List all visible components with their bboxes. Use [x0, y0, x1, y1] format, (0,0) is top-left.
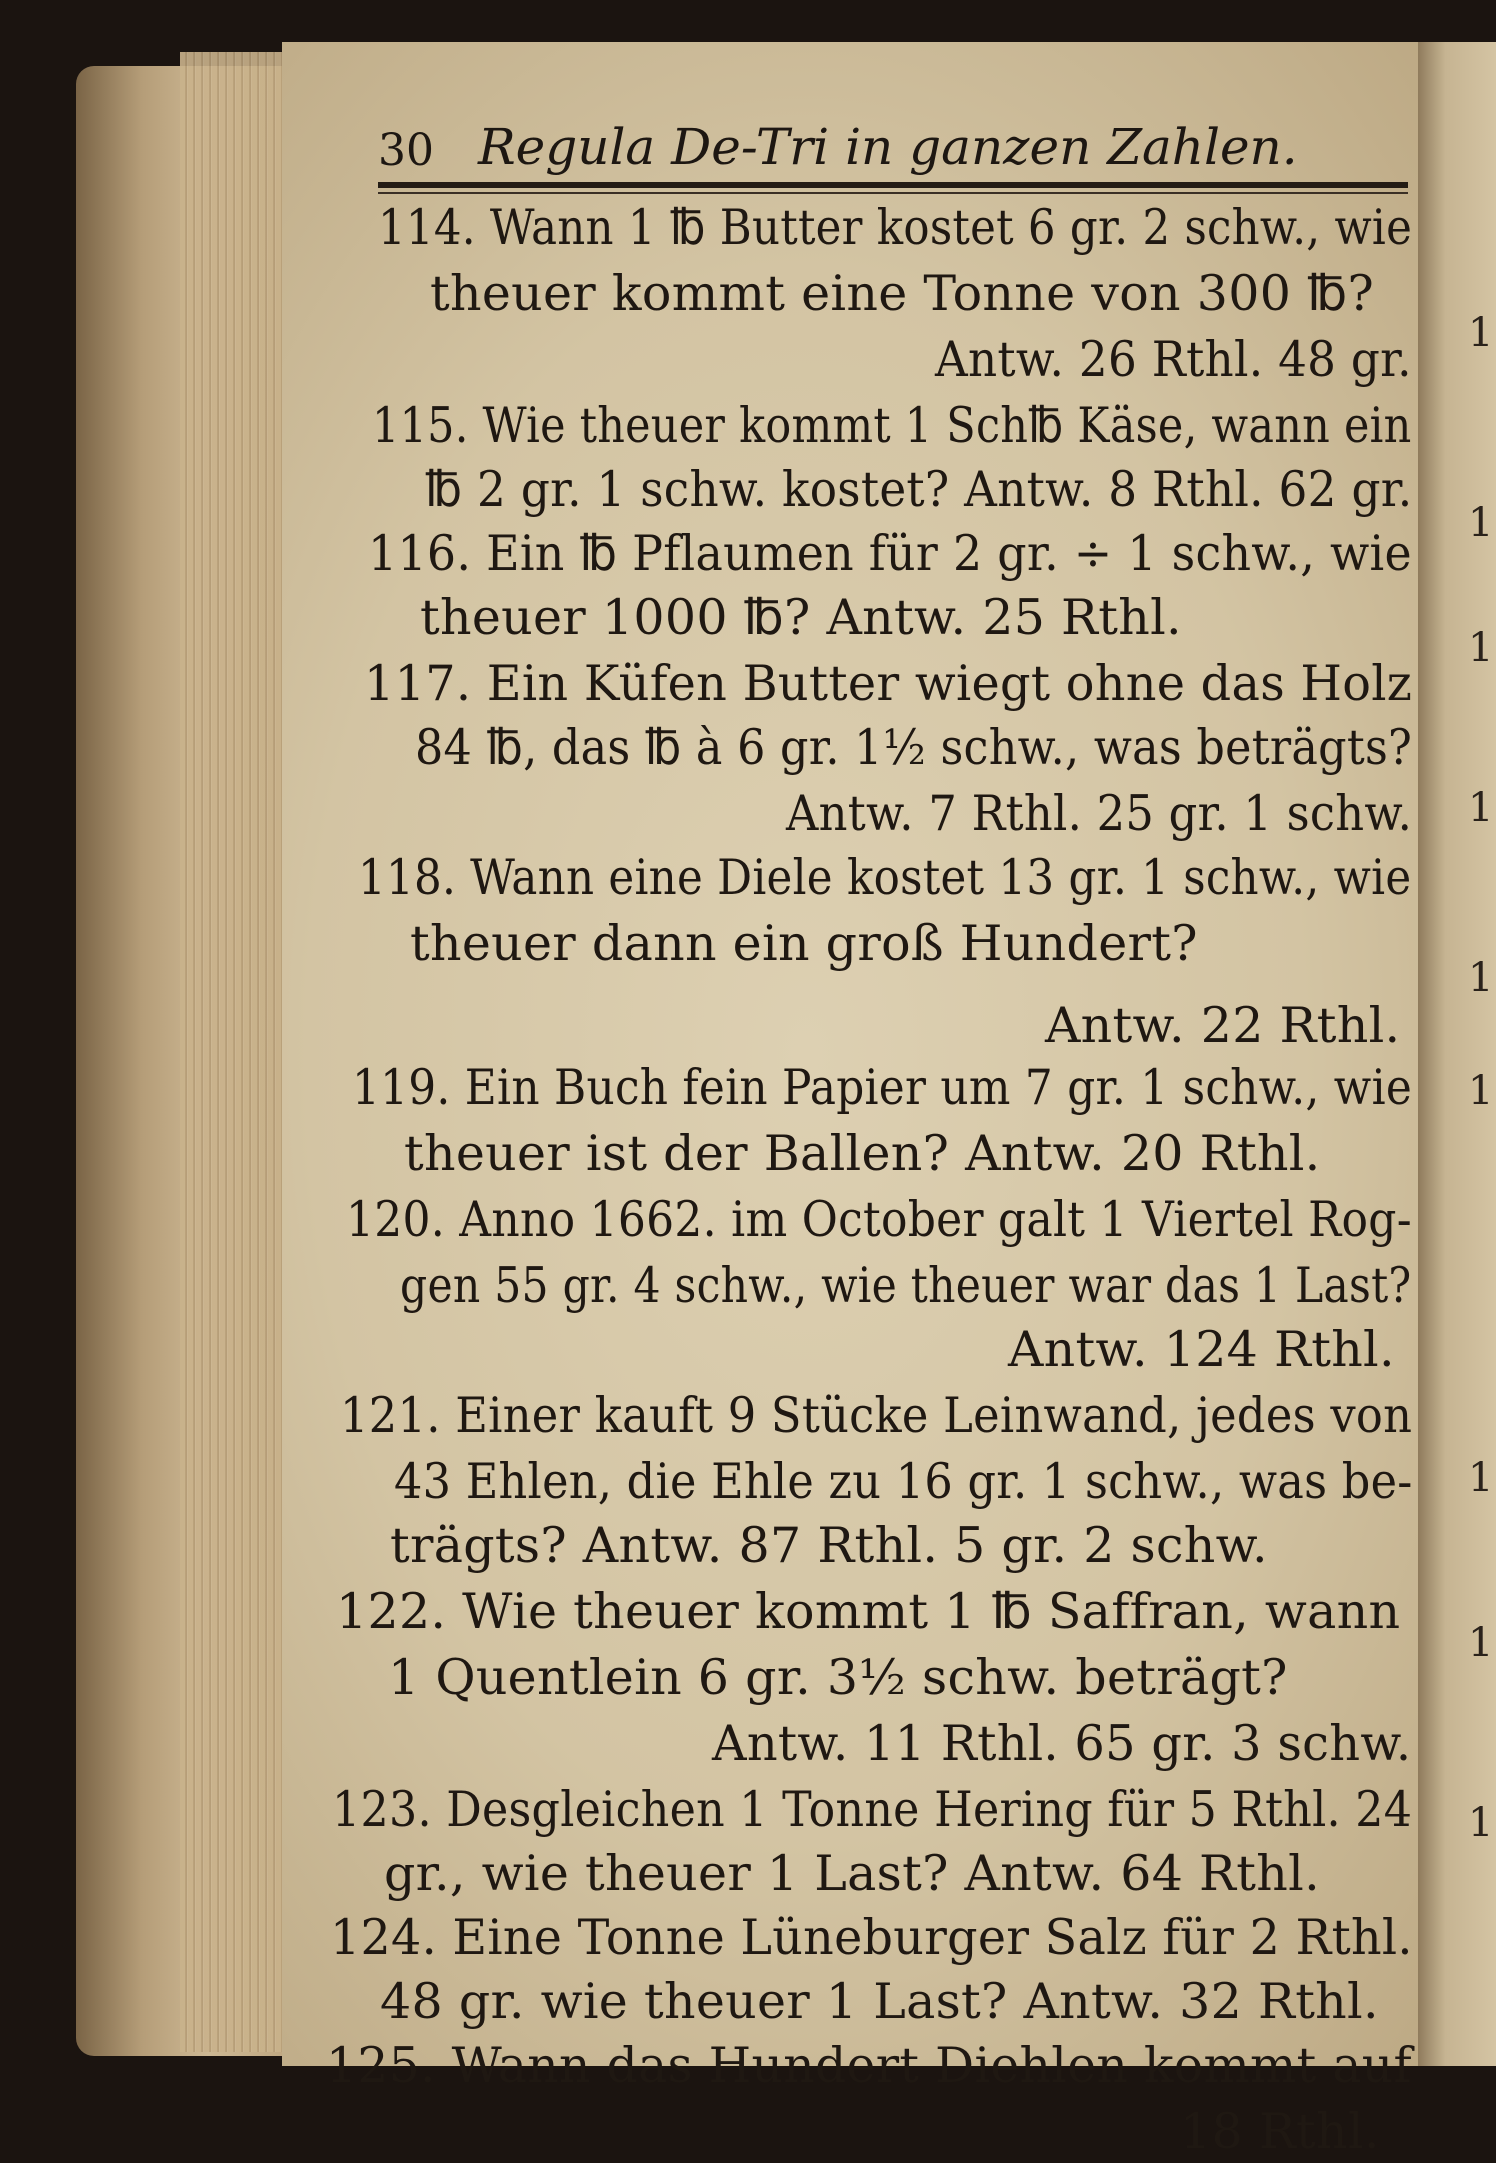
- text-line: 114. Wann 1 ℔ Butter kostet 6 gr. 2 schw., wie: [378, 199, 1413, 256]
- text-line: ℔ 2 gr. 1 schw. kostet? Antw. 8 Rthl. 62 gr.: [425, 461, 1413, 518]
- text-line: Antw. 26 Rthl. 48 gr.: [935, 331, 1412, 388]
- text-line: 43 Ehlen, die Ehle zu 16 gr. 1 schw., was be-: [394, 1453, 1413, 1510]
- next-page-fragment: 1: [1468, 1455, 1494, 1501]
- running-title: Regula De-Tri in ganzen Zahlen.: [478, 118, 1298, 176]
- page-edges: [180, 52, 290, 2052]
- text-line: 123. Desgleichen 1 Tonne Hering für 5 Rthl. 24: [332, 1781, 1413, 1838]
- text-line: theuer ist der Ballen? Antw. 20 Rthl.: [404, 1125, 1321, 1182]
- text-line: 1 Quentlein 6 gr. 3½ schw. beträgt?: [388, 1649, 1288, 1706]
- next-page-fragment: 1: [1468, 1068, 1494, 1114]
- page-number: 30: [378, 125, 434, 176]
- text-line: theuer 1000 ℔? Antw. 25 Rthl.: [420, 589, 1182, 646]
- text-line: 115. Wie theuer kommt 1 Sch℔ Käse, wann ein: [372, 397, 1412, 454]
- next-page-fragment: 1: [1468, 955, 1494, 1001]
- text-line: 118. Wann eine Diele kostet 13 gr. 1 schw., wie: [358, 849, 1412, 906]
- text-line: theuer kommt eine Tonne von 300 ℔?: [430, 265, 1375, 322]
- text-line: 48 gr. wie theuer 1 Last? Antw. 32 Rthl.: [380, 1973, 1379, 2030]
- text-line: 121. Einer kauft 9 Stücke Leinwand, jedes von: [340, 1387, 1413, 1444]
- text-line: 122. Wie theuer kommt 1 ℔ Saffran, wann: [336, 1583, 1401, 1640]
- next-page-fragment: 1: [1468, 500, 1494, 546]
- next-page-fragments: [1462, 0, 1496, 2072]
- text-line: 124. Eine Tonne Lüneburger Salz für 2 Rthl.: [330, 1909, 1413, 1966]
- text-line: 117. Ein Küfen Butter wiegt ohne das Holz: [364, 655, 1413, 712]
- text-line: 125. Wann das Hundert Diehlen kommt auf: [326, 2037, 1412, 2094]
- text-line: 120. Anno 1662. im October galt 1 Viertel Rog-: [346, 1191, 1412, 1248]
- text-line: 84 ℔, das ℔ à 6 gr. 1½ schw., was beträgts?: [415, 719, 1413, 776]
- text-line: Antw. 11 Rthl. 65 gr. 3 schw.: [712, 1715, 1412, 1772]
- next-page-fragment: 1: [1468, 625, 1494, 671]
- text-line: Antw. 124 Rthl.: [1008, 1321, 1395, 1378]
- header-rule-thin: [378, 192, 1408, 194]
- next-page-fragment: 1: [1468, 310, 1494, 356]
- next-page-fragment: 1: [1468, 1620, 1494, 1666]
- text-line: 119. Ein Buch fein Papier um 7 gr. 1 schw., wie: [352, 1059, 1413, 1116]
- text-line: Antw. 7 Rthl. 25 gr. 1 schw.: [786, 785, 1413, 842]
- text-line: gen 55 gr. 4 schw., wie theuer war das 1 Last?: [400, 1257, 1412, 1314]
- text-line: 116. Ein ℔ Pflaumen für 2 gr. ÷ 1 schw., wie: [368, 525, 1412, 582]
- header-rule: [378, 182, 1408, 188]
- text-line: Antw. 22 Rthl.: [1045, 997, 1401, 1054]
- next-page-fragment: 1: [1468, 1800, 1494, 1846]
- page-header: [378, 96, 1413, 176]
- text-line: gr., wie theuer 1 Last? Antw. 64 Rthl.: [384, 1845, 1320, 1902]
- next-page-fragment: 1: [1468, 785, 1494, 831]
- text-line: 18 Rthl.: [1180, 2103, 1380, 2160]
- text-line: trägts? Antw. 87 Rthl. 5 gr. 2 schw.: [390, 1517, 1268, 1574]
- text-line: theuer dann ein groß Hundert?: [410, 915, 1198, 972]
